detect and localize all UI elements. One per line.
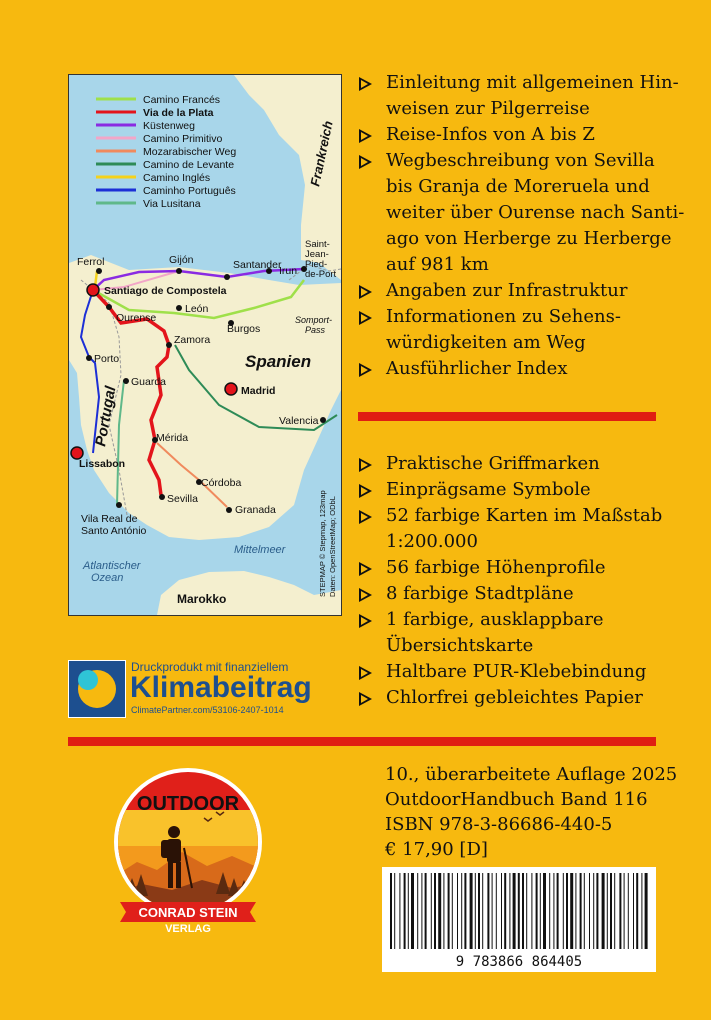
barcode-bar	[596, 873, 598, 949]
barcode-bar	[619, 873, 621, 949]
price-text: € 17,90 [D]	[385, 839, 488, 860]
barcode-bar	[584, 873, 585, 949]
list-item: Informationen zu Sehens- würdigkeiten am Weg	[358, 304, 684, 356]
barcode-bar	[404, 873, 406, 949]
list-item: Wegbeschreibung von Sevilla bis Granja de Moreruela und weiter über Ourense nach Santi- ago von Herberge zu Herberge auf 981 km	[358, 148, 684, 278]
legend-label: Camino Francés	[143, 94, 221, 106]
legend-label: Camino Inglés	[143, 172, 211, 184]
barcode-bar	[540, 873, 541, 949]
barcode-bar	[641, 873, 642, 949]
sea-label-mediterranean: Mittelmeer	[234, 544, 286, 556]
klima-url: ClimatePartner.com/53106-2407-1014	[131, 705, 284, 715]
sea-label-atlantic: Ozean	[91, 572, 124, 584]
barcode-bar	[610, 873, 612, 949]
feature-list-content	[358, 70, 684, 382]
barcode-bar	[589, 873, 590, 949]
list-item: Angaben zur Infrastruktur	[358, 278, 684, 304]
barcode-bar	[628, 873, 629, 949]
list-item: Chlorfrei gebleichtes Papier	[358, 685, 662, 711]
barcode-bar	[457, 873, 458, 949]
barcode-bar	[645, 873, 648, 949]
barcode-bar	[482, 873, 483, 949]
klima-caption: Druckprodukt mit finanziellem	[131, 660, 289, 674]
barcode-bar	[452, 873, 453, 949]
legend-label: Via de la Plata	[143, 107, 214, 119]
barcode-bar	[431, 873, 432, 949]
list-item: 8 farbige Stadtpläne	[358, 581, 662, 607]
city-label: Saint-	[305, 239, 330, 250]
city-label: Valencia	[279, 415, 319, 427]
city-label: Porto	[94, 353, 120, 365]
barcode-bar	[593, 873, 594, 949]
city-label: Vila Real de	[81, 513, 138, 525]
badge-title: OUTDOOR	[136, 793, 240, 815]
legend-label: Caminho Português	[143, 185, 236, 197]
city-label: Santo António	[81, 525, 147, 537]
barcode-bar	[475, 873, 476, 949]
city-label: Jean-	[305, 249, 329, 260]
isbn-barcode	[382, 867, 656, 972]
list-item: Ausführlicher Index	[358, 356, 684, 382]
barcode-bar	[417, 873, 418, 949]
list-item: 52 farbige Karten im Maßstab 1:200.000	[358, 503, 662, 555]
triangle-bullet-icon	[359, 510, 372, 524]
city-label: Zamora	[174, 334, 211, 346]
barcode-bar	[624, 873, 625, 949]
legend-label: Küstenweg	[143, 120, 195, 132]
barcode-bar	[390, 873, 392, 949]
list-item: Einleitung mit allgemeinen Hin- weisen zur Pilgerreise	[358, 70, 684, 122]
barcode-bar	[509, 873, 510, 949]
map-credit: STEPMAP © Stepmap, 123map	[318, 490, 327, 597]
barcode-bar	[434, 873, 436, 949]
barcode-bar	[411, 873, 414, 949]
map-legend	[96, 94, 236, 210]
country-label-spain: Spanien	[245, 352, 312, 371]
klimabeitrag-logo	[68, 660, 353, 718]
legend-label: Via Lusitana	[143, 198, 201, 210]
barcode-bar	[478, 873, 480, 949]
divider-rule	[358, 412, 656, 421]
list-item: 56 farbige Höhenprofile	[358, 555, 662, 581]
triangle-bullet-icon	[359, 155, 372, 169]
barcode-bar	[614, 873, 615, 949]
climate-partner-icon	[68, 660, 126, 718]
city-label: Mérida	[156, 432, 189, 444]
barcode-bar	[563, 873, 564, 949]
city-label: Guarda	[131, 376, 167, 388]
list-item: 1 farbige, ausklappbare Übersichtskarte	[358, 607, 662, 659]
barcode-bar	[501, 873, 502, 949]
barcode-bar	[470, 873, 473, 949]
city-label: Pass	[305, 325, 326, 335]
triangle-bullet-icon	[359, 692, 372, 706]
city-label: Santander	[233, 259, 282, 271]
triangle-bullet-icon	[359, 311, 372, 325]
barcode-bar	[543, 873, 546, 949]
map-credit: Daten: OpenStreetMap; ODbL	[328, 496, 337, 597]
barcode-bar	[531, 873, 532, 949]
barcode-bar	[549, 873, 550, 949]
country-label-france: Frankreich	[307, 119, 336, 188]
madrid-marker	[225, 383, 237, 395]
city-label: Pied-	[305, 259, 328, 270]
city-label: de-Port	[305, 269, 337, 280]
city-label: Madrid	[241, 385, 276, 397]
triangle-bullet-icon	[359, 484, 372, 498]
triangle-bullet-icon	[359, 129, 372, 143]
list-item: Reise-Infos von A bis Z	[358, 122, 684, 148]
legend-label: Camino Primitivo	[143, 133, 223, 145]
barcode-bar	[602, 873, 605, 949]
barcode-bar	[566, 873, 568, 949]
barcode-bar	[633, 873, 634, 949]
barcode-bar	[553, 873, 554, 949]
city-label: Burgos	[227, 323, 261, 335]
barcode-bar	[492, 873, 493, 949]
barcode-digits: 9 783866 864405	[455, 954, 583, 970]
city-label: León	[185, 303, 209, 315]
city-label: Ourense	[116, 312, 157, 324]
feature-list-format	[358, 451, 662, 711]
barcode-bar	[526, 873, 527, 949]
barcode-bar	[557, 873, 559, 949]
barcode-bar	[448, 873, 450, 949]
barcode-bar	[536, 873, 538, 949]
sea-label-atlantic: Atlantischer	[83, 560, 141, 572]
country-label-portugal: Portugal	[92, 384, 120, 448]
triangle-bullet-icon	[359, 562, 372, 576]
triangle-bullet-icon	[359, 285, 372, 299]
barcode-bar	[504, 873, 506, 949]
publication-info	[385, 762, 677, 862]
barcode-bar	[496, 873, 497, 949]
barcode-bar	[464, 873, 466, 949]
triangle-bullet-icon	[359, 614, 372, 628]
edition-text: 10., überarbeitete Auflage 2025	[385, 764, 678, 785]
city-label: Córdoba	[201, 477, 242, 489]
barcode-bar	[580, 873, 582, 949]
isbn-text: ISBN 978-3-86686-440-5	[385, 814, 613, 835]
city-label: Somport-	[295, 315, 333, 325]
city-label: Santiago de Compostela	[104, 285, 227, 297]
barcode-bar	[575, 873, 576, 949]
barcode-bar	[461, 873, 462, 949]
barcode-bar	[570, 873, 573, 949]
legend-label: Mozarabischer Weg	[143, 146, 237, 158]
santiago-marker	[87, 284, 99, 296]
barcode-bar	[443, 873, 444, 949]
legend-label: Camino de Levante	[143, 159, 235, 171]
barcode-bar	[607, 873, 608, 949]
barcode-bar	[421, 873, 422, 949]
triangle-bullet-icon	[359, 666, 372, 680]
barcode-bar	[399, 873, 400, 949]
city-label: Gijón	[169, 254, 194, 266]
barcode-bar	[522, 873, 524, 949]
barcode-bar	[425, 873, 427, 949]
triangle-bullet-icon	[359, 77, 372, 91]
triangle-bullet-icon	[359, 458, 372, 472]
country-label-morocco: Marokko	[177, 592, 227, 606]
barcode-bar	[487, 873, 489, 949]
city-label: Granada	[235, 504, 276, 516]
barcode-bar	[408, 873, 409, 949]
klima-title: Klimabeitrag	[130, 671, 312, 704]
barcode-bar	[394, 873, 395, 949]
badge-line2: VERLAG	[165, 923, 211, 935]
series-text: OutdoorHandbuch Band 116	[385, 789, 648, 810]
badge-line1: CONRAD STEIN	[138, 905, 238, 920]
city-label: Ferrol	[77, 256, 105, 268]
city-label: Lissabon	[79, 458, 126, 470]
barcode-bar	[513, 873, 516, 949]
publisher-badge	[112, 766, 264, 952]
list-item: Praktische Griffmarken	[358, 451, 662, 477]
divider-rule	[68, 737, 656, 746]
barcode-bar	[518, 873, 520, 949]
route-overview-map	[68, 74, 342, 616]
city-label: Sevilla	[167, 493, 198, 505]
city-label: Irun	[279, 265, 298, 277]
triangle-bullet-icon	[359, 588, 372, 602]
barcode-bar	[438, 873, 441, 949]
list-item: Einprägsame Symbole	[358, 477, 662, 503]
list-item: Haltbare PUR-Klebebindung	[358, 659, 662, 685]
barcode-bar	[636, 873, 638, 949]
triangle-bullet-icon	[359, 363, 372, 377]
